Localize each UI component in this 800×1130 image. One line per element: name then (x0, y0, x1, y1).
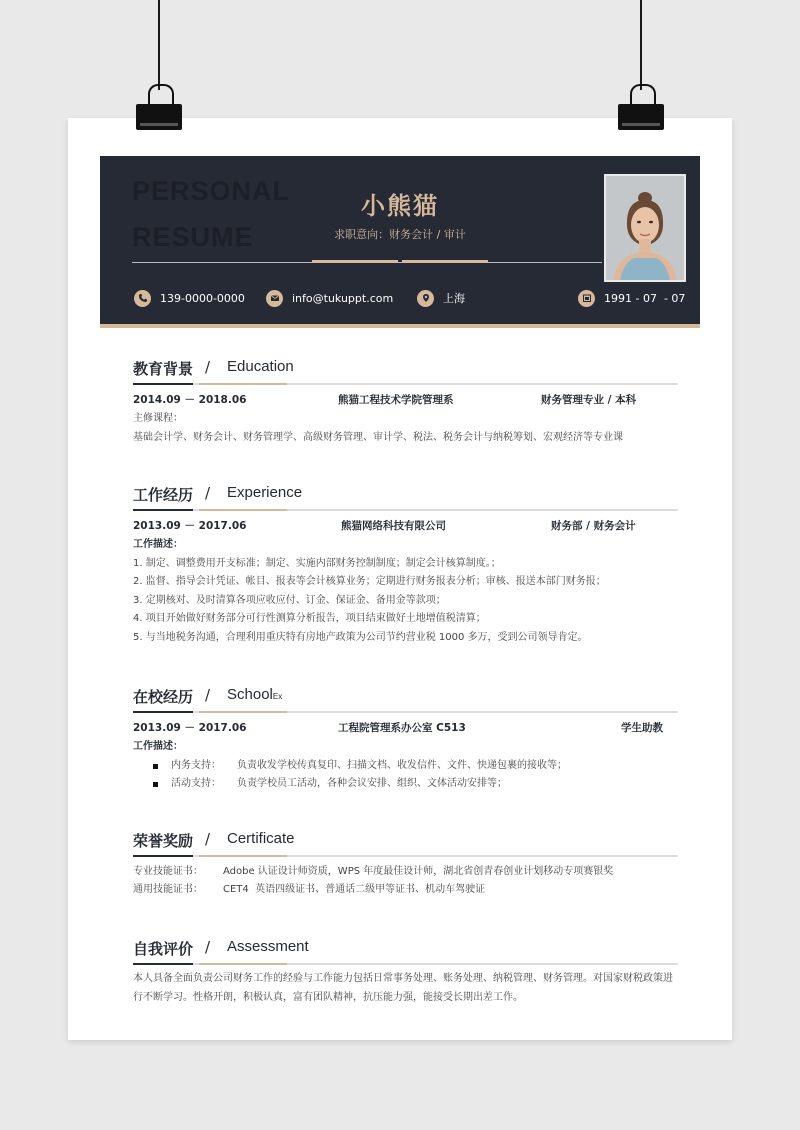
section-title-en-sub: Ex (272, 692, 283, 701)
section-title-cn: 在校经历 (133, 688, 194, 706)
binder-clip-right (618, 84, 664, 136)
section-title (133, 484, 678, 506)
experience-company: 熊猫网络科技有限公司 (341, 520, 446, 532)
contact-phone (134, 288, 245, 308)
school-item-key: 内务支持： (171, 759, 221, 771)
certificate-value: Adobe 认证设计师资质，WPS 年度最佳设计师，湖北省创青春创业计划移动专项赛银奖 (223, 866, 614, 877)
section-title-cn: 自我评价 (133, 940, 194, 958)
education-courses: 基础会计学、财务会计、财务管理学、高级财务管理、审计学、税法、税务会计与纳税筹划、宏观经济等专业课 (133, 431, 623, 443)
education-major: 财务管理专业 / 本科 (541, 394, 637, 406)
contact-email-text: info@tukuppt.com (292, 291, 394, 305)
hanging-wire-left (158, 0, 160, 90)
certificate-row (133, 863, 678, 881)
experience-date: 2013.09 － 2017.06 (133, 520, 247, 532)
section-title-en: Experience (227, 484, 303, 501)
certificate-key: 专业技能证书： (133, 866, 203, 877)
section-title (133, 938, 678, 960)
contact-birthday (578, 288, 685, 308)
section-title-slash: / (205, 830, 211, 848)
experience-desc-label: 工作描述： (133, 539, 183, 550)
certificate-row (133, 881, 678, 899)
header-accent-bar (100, 324, 700, 328)
experience-item: 5. 与当地税务沟通，合理利用重庆特有房地产政策为公司节约营业税 1000 多万，受到公司领导肯定。 (133, 631, 588, 643)
resume-header (100, 156, 700, 324)
section-title-en-main: School (227, 686, 273, 703)
experience-item: 3. 定期核对、及时清算各项应收应付、订金、保证金、备用金等款项； (133, 594, 446, 606)
section-underline (133, 509, 678, 511)
mail-icon (266, 290, 283, 307)
job-intent: 求职意向：财务会计 / 审计 (334, 228, 466, 241)
contact-location-text: 上海 (443, 292, 465, 305)
school-desc-label: 工作描述： (133, 741, 183, 752)
experience-position: 财务部 / 财务会计 (551, 520, 636, 532)
binder-clip-left (136, 84, 182, 136)
header-divider-accent-right (402, 260, 488, 263)
header-divider-accent-left (312, 260, 398, 263)
phone-icon (134, 290, 151, 307)
school-row-head (133, 720, 678, 738)
education-school: 熊猫工程技术学院管理系 (338, 394, 454, 406)
section-title-slash: / (205, 484, 211, 502)
education-date: 2014.09 － 2018.06 (133, 394, 247, 406)
certificate-value: CET4 英语四级证书、普通话二级甲等证书、机动车驾驶证 (223, 884, 486, 895)
school-date: 2013.09 － 2017.06 (133, 722, 247, 734)
location-icon (417, 290, 434, 307)
section-title (133, 686, 678, 708)
experience-item: 2. 监督、指导会计凭证、帐目、报表等会计核算业务；定期进行财务报表分析；审核、报送本部门财务报； (133, 576, 606, 587)
education-course-label: 主修课程： (133, 413, 183, 424)
resume-sheet (68, 118, 732, 1040)
school-item-value: 负责学校员工活动，各种会议安排、组织、文体活动安排等； (237, 778, 507, 789)
candidate-name: 小熊猫 (361, 192, 439, 220)
education-row-head (133, 392, 678, 410)
hanging-wire-right (640, 0, 642, 90)
contact-phone-text: 139-0000-0000 (160, 291, 245, 305)
experience-item: 1. 制定、调整费用开支标准；制定、实施内部财务控制制度；制定会计核算制度。； (133, 557, 501, 569)
section-title-en: Assessment (227, 938, 309, 955)
experience-row-head (133, 518, 678, 536)
contact-email (266, 288, 393, 308)
section-title-slash: / (205, 938, 211, 956)
assessment-text: 本人具备全面负责公司财务工作的经验与工作能力包括日常事务处理、账务处理、纳税管理、财务管理。对国家财税政策进行不断学习。性格开朗，积极认真，富有团队精神，抗压能力强，能接受长期出差工作。 (133, 973, 673, 1003)
section-title-slash: / (205, 686, 211, 704)
section-title-cn: 荣誉奖励 (133, 832, 194, 850)
profile-photo (604, 174, 686, 282)
header-bg-word-personal: PERSONAL (132, 176, 291, 206)
school-item-value: 负责收发学校传真复印、扫描文档、收发信件、文件、快递包裹的接收等； (237, 759, 567, 771)
section-experience (133, 484, 678, 647)
contact-birthday-text: 1991 - 07 - 07 (604, 291, 686, 305)
section-underline (133, 711, 678, 713)
section-title (133, 830, 678, 852)
section-title-en: Certificate (227, 830, 295, 847)
school-item (133, 757, 678, 776)
section-title-cn: 教育背景 (133, 360, 194, 378)
certificate-key: 通用技能证书： (133, 884, 203, 895)
section-title-slash: / (205, 358, 211, 376)
section-title (133, 358, 678, 380)
section-title-en: Education (227, 358, 294, 375)
section-underline (133, 855, 678, 857)
section-certificate (133, 830, 678, 899)
section-underline (133, 963, 678, 965)
section-underline (133, 383, 678, 385)
school-org: 工程院管理系办公室 C513 (338, 722, 466, 734)
section-title-en (227, 686, 282, 703)
contact-location (417, 288, 465, 308)
header-bg-word-resume: RESUME (132, 222, 254, 252)
section-education (133, 358, 678, 447)
section-assessment (133, 938, 678, 1007)
school-item-key: 活动支持： (171, 778, 221, 789)
portrait-image (606, 176, 684, 280)
section-school (133, 686, 678, 794)
calendar-icon (578, 290, 595, 307)
school-item (133, 775, 678, 794)
section-title-cn: 工作经历 (133, 486, 194, 504)
experience-item: 4. 项目开始做好财务部分可行性测算分析报告，项目结束做好土地增值税清算； (133, 613, 486, 624)
school-role: 学生助教 (621, 722, 663, 734)
